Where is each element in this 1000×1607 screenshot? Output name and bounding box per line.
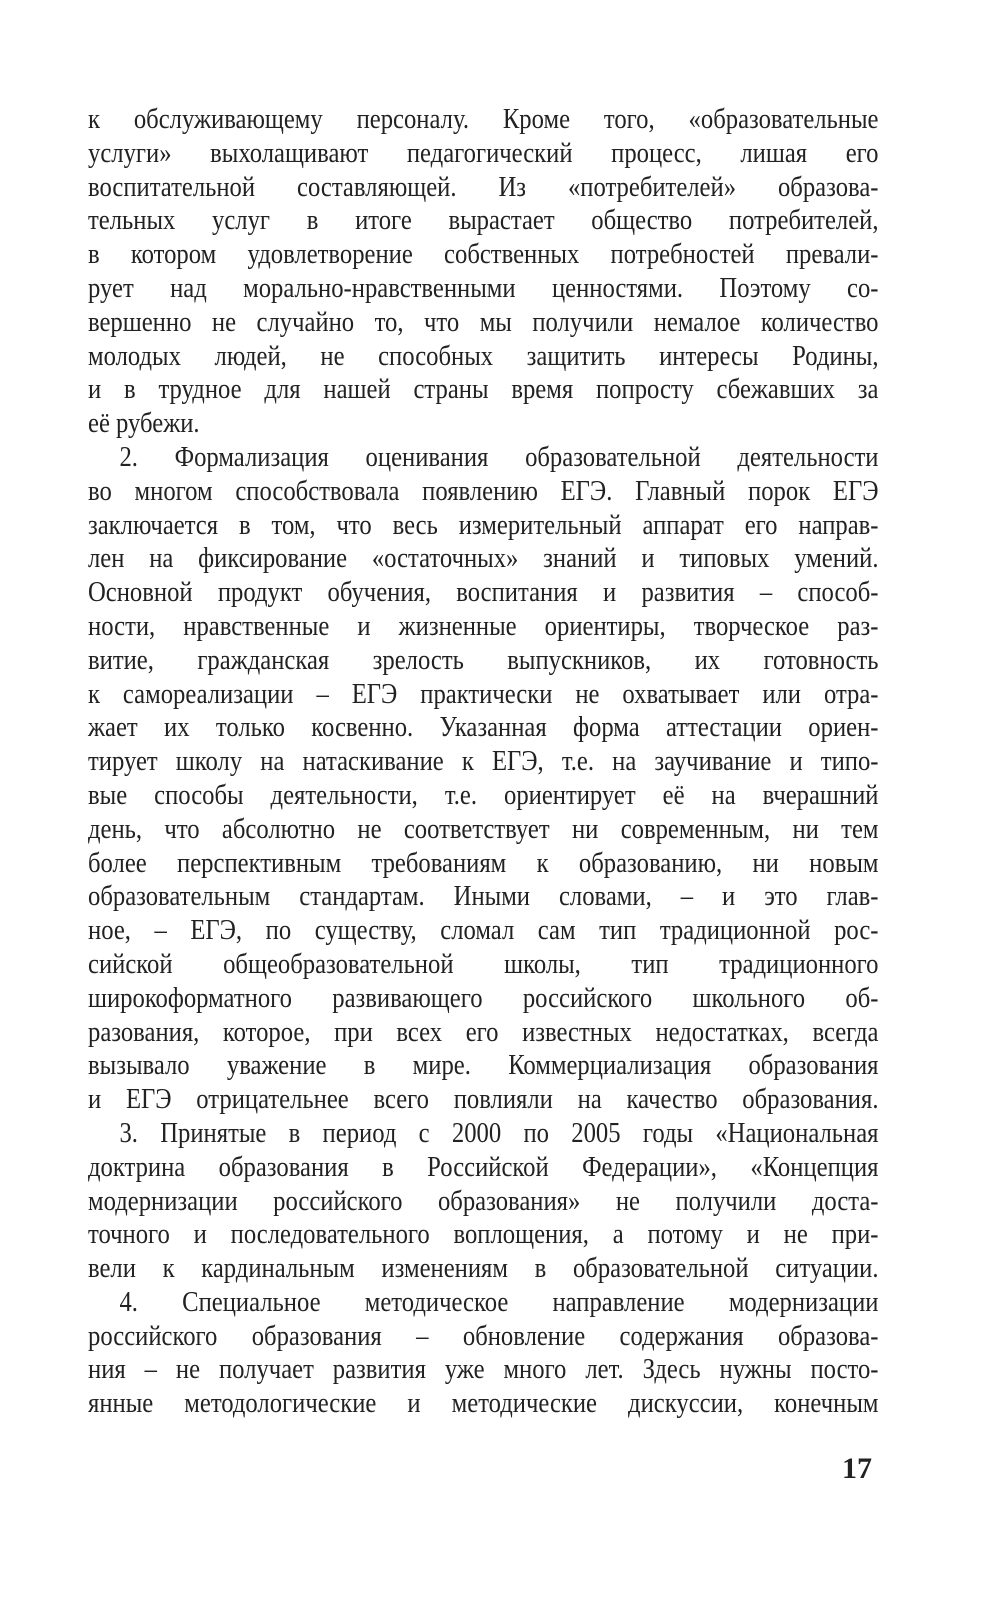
text-line: тельных услуг в итоге вырастает общество потребителей, — [88, 204, 879, 237]
text-line: вызывало уважение в мире. Коммерциализация образования — [88, 1049, 879, 1082]
text-line: и в трудное для нашей страны время попросту сбежавших за — [88, 373, 879, 406]
text-line: и ЕГЭ отрицательнее всего повлияли на качество образования. — [88, 1083, 879, 1116]
text-line: жает их только косвенно. Указанная форма аттестации ориен- — [88, 711, 879, 744]
text-line: вели к кардинальным изменениям в образовательной ситуации. — [88, 1252, 879, 1285]
text-line: услуги» выхолащивают педагогический процесс, лишая его — [88, 136, 879, 169]
text-line: лен на фиксирование «остаточных» знаний и типовых умений. — [88, 542, 879, 575]
text-line: к обслуживающему персоналу. Кроме того, «образовательные — [88, 103, 879, 135]
text-line: янные методологические и методические дискуссии, конечным — [88, 1387, 879, 1420]
text-line: тирует школу на натаскивание к ЕГЭ, т.е. на заучивание и типо- — [88, 745, 879, 778]
text-line: ния – не получает развития уже много лет. Здесь нужны посто- — [88, 1353, 879, 1386]
text-line: более перспективным требованиям к образованию, ни новым — [88, 846, 879, 879]
text-line: широкоформатного развивающего российского школьного об- — [88, 981, 879, 1014]
text-line: вые способы деятельности, т.е. ориентирует её на вчерашний — [88, 778, 879, 811]
text-line: сийской общеобразовательной школы, тип традиционного — [88, 947, 879, 980]
paragraph-start-line: 4. Специальное методическое направление модернизации — [119, 1285, 879, 1318]
text-line: точного и последовательного воплощения, а потому и не при- — [88, 1218, 879, 1251]
text-line: рует над морально-нравственными ценностями. Поэтому со- — [88, 271, 879, 304]
text-line: ное, – ЕГЭ, по существу, сломал сам тип традиционной рос- — [88, 914, 879, 947]
text-line: образовательным стандартам. Иными словами, – и это глав- — [88, 880, 879, 913]
paragraph-start-line: 3. Принятые в период с 2000 по 2005 годы «Национальная — [119, 1116, 879, 1149]
text-line: разования, которое, при всех его известных недостатках, всегда — [88, 1015, 879, 1048]
text-line: к самореализации – ЕГЭ практически не охватывает или отра- — [88, 677, 879, 710]
text-line: вершенно не случайно то, что мы получили немалое количество — [88, 305, 879, 338]
text-line: молодых людей, не способных защитить интересы Родины, — [88, 339, 879, 372]
paragraph-start-line: 2. Формализация оценивания образовательной деятельности — [119, 440, 879, 473]
text-line: день, что абсолютно не соответствует ни современным, ни тем — [88, 812, 879, 845]
text-line: в котором удовлетворение собственных потребностей превали- — [88, 238, 879, 271]
text-line: модернизации российского образования» не получили доста- — [88, 1184, 879, 1217]
text-line: во многом способствовала появлению ЕГЭ. Главный порок ЕГЭ — [88, 474, 879, 507]
text-line: заключается в том, что весь измерительный аппарат его направ- — [88, 508, 879, 541]
text-line: доктрина образования в Российской Федерации», «Концепция — [88, 1150, 879, 1183]
text-line: её рубежи. — [88, 407, 200, 440]
text-line: Основной продукт обучения, воспитания и развития – способ- — [88, 576, 879, 609]
page-number: 17 — [842, 1452, 872, 1485]
text-line: воспитательной составляющей. Из «потребителей» образова- — [88, 170, 879, 203]
text-line: ности, нравственные и жизненные ориентиры, творческое раз- — [88, 609, 879, 642]
text-line: российского образования – обновление содержания образова- — [88, 1319, 879, 1352]
body-text — [88, 103, 879, 1421]
text-line: витие, гражданская зрелость выпускников, их готовность — [88, 643, 879, 676]
